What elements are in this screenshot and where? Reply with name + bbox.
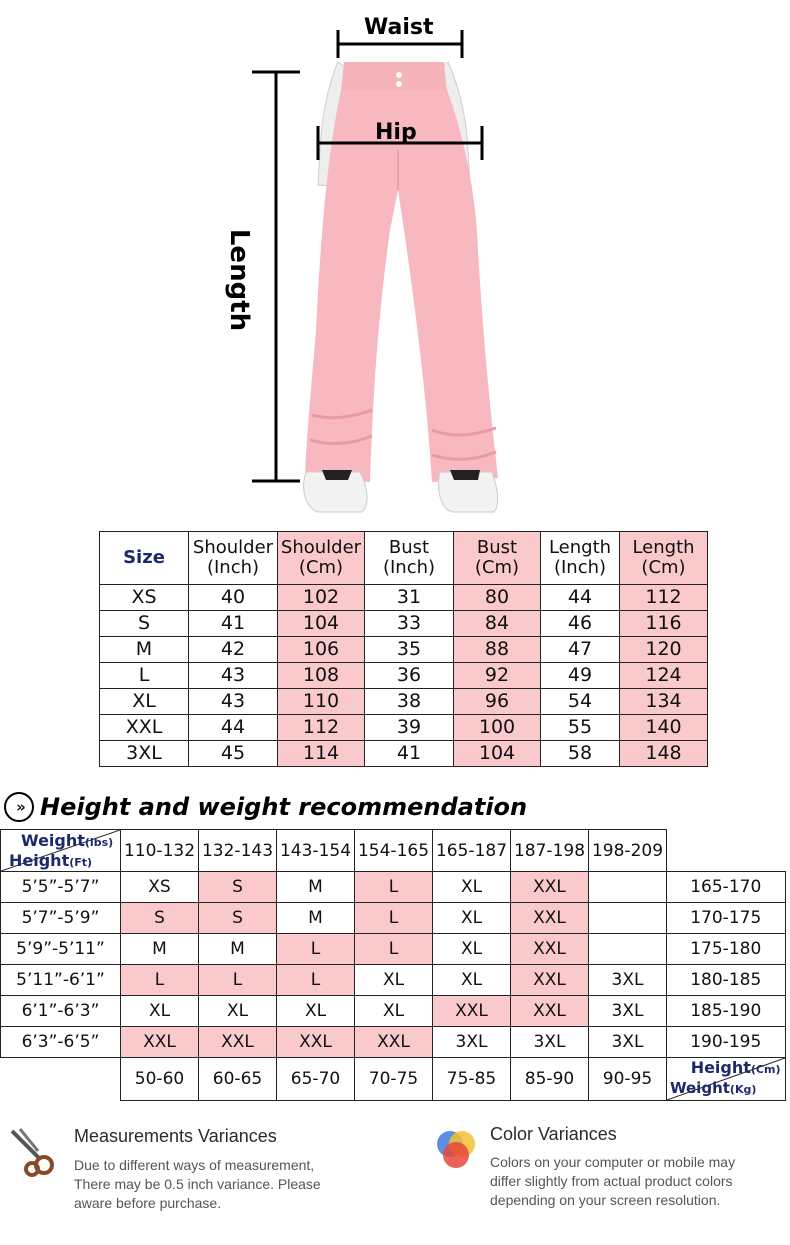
size-recommendation-cell: L [199, 965, 277, 996]
table-cell: 108 [278, 663, 365, 689]
height-ft-cell: 6’1”-6’3” [1, 996, 121, 1027]
table-cell: 43 [189, 663, 278, 689]
size-label-cell: S [100, 611, 189, 637]
size-recommendation-cell: L [121, 965, 199, 996]
double-chevron-icon: » [4, 792, 34, 822]
size-label-cell: XL [100, 689, 189, 715]
lbs-5: 187-198 [511, 830, 589, 872]
size-recommendation-cell: XL [433, 872, 511, 903]
table-cell: 84 [454, 611, 541, 637]
table-cell: 55 [541, 715, 620, 741]
table-cell: 114 [278, 741, 365, 767]
color-wheel-icon [430, 1124, 482, 1176]
table-row [100, 663, 708, 689]
table-row [1, 934, 786, 965]
table-cell: 38 [365, 689, 454, 715]
table-row [1, 1027, 786, 1058]
size-recommendation-cell: 3XL [511, 1027, 589, 1058]
ski-pants-image [0, 0, 790, 520]
size-recommendation-cell: XL [355, 965, 433, 996]
table-cell: 92 [454, 663, 541, 689]
size-recommendation-cell: XL [433, 934, 511, 965]
header-length-cm: Length (Cm) [620, 532, 708, 585]
kg-6: 90-95 [589, 1058, 667, 1101]
color-title: Color Variances [490, 1124, 617, 1144]
size-recommendation-cell: XL [433, 965, 511, 996]
size-recommendation-cell: XL [355, 996, 433, 1027]
corner-weight-label: Weight(lbs) [21, 831, 114, 850]
size-recommendation-cell: XL [121, 996, 199, 1027]
table-cell: 41 [189, 611, 278, 637]
table-cell: 36 [365, 663, 454, 689]
hw-section-title [4, 791, 527, 823]
size-recommendation-cell: M [121, 934, 199, 965]
table-cell: 140 [620, 715, 708, 741]
hw-table [0, 829, 786, 1101]
table-cell: 39 [365, 715, 454, 741]
size-recommendation-cell: M [199, 934, 277, 965]
table-cell: 42 [189, 637, 278, 663]
table-cell: 112 [278, 715, 365, 741]
size-label-cell: XXL [100, 715, 189, 741]
table-cell: 96 [454, 689, 541, 715]
lbs-6: 198-209 [589, 830, 667, 872]
hw-corner-cell [1, 830, 121, 872]
table-cell: 54 [541, 689, 620, 715]
table-row [1, 965, 786, 996]
size-recommendation-cell: XXL [511, 903, 589, 934]
height-ft-cell: 5’9”-5’11” [1, 934, 121, 965]
kg-blank [1, 1058, 121, 1101]
size-recommendation-cell: S [121, 903, 199, 934]
table-row [100, 741, 708, 767]
table-cell: 134 [620, 689, 708, 715]
height-cm-cell: 165-170 [667, 872, 786, 903]
table-cell: 44 [541, 585, 620, 611]
table-cell: 49 [541, 663, 620, 689]
size-recommendation-cell: XL [199, 996, 277, 1027]
size-label-cell: XS [100, 585, 189, 611]
size-recommendation-cell: L [355, 903, 433, 934]
size-recommendation-cell: XXL [511, 872, 589, 903]
size-label-cell: 3XL [100, 741, 189, 767]
corner-height-label: Height(Ft) [9, 851, 93, 870]
size-recommendation-cell: XXL [355, 1027, 433, 1058]
kg-4: 75-85 [433, 1058, 511, 1101]
kg-3: 70-75 [355, 1058, 433, 1101]
table-cell: 47 [541, 637, 620, 663]
height-ft-cell: 5’7”-5’9” [1, 903, 121, 934]
size-title: Size [100, 532, 189, 585]
table-cell: 33 [365, 611, 454, 637]
corner-weight-kg-label: Weight(Kg) [670, 1079, 757, 1097]
table-row [100, 689, 708, 715]
size-label-cell: L [100, 663, 189, 689]
table-cell: 44 [189, 715, 278, 741]
measure-body: Due to different ways of measurement, There may be 0.5 inch variance. Please aware before purchase. [74, 1157, 321, 1211]
size-recommendation-cell: 3XL [589, 1027, 667, 1058]
size-recommendation-cell [589, 872, 667, 903]
table-cell: 35 [365, 637, 454, 663]
table-row [100, 715, 708, 741]
kg-0: 50-60 [121, 1058, 199, 1101]
height-ft-cell: 6’3”-6’5” [1, 1027, 121, 1058]
table-cell: 58 [541, 741, 620, 767]
lbs-2: 143-154 [277, 830, 355, 872]
size-recommendation-cell: S [199, 872, 277, 903]
waist-label: Waist [364, 15, 434, 40]
header-bust-cm: Bust (Cm) [454, 532, 541, 585]
size-table-header [100, 532, 708, 585]
table-cell: 148 [620, 741, 708, 767]
hw-table-body [1, 872, 786, 1058]
table-cell: 120 [620, 637, 708, 663]
table-cell: 41 [365, 741, 454, 767]
size-table [99, 531, 708, 767]
measure-title: Measurements Variances [74, 1126, 277, 1146]
size-recommendation-cell: M [277, 903, 355, 934]
size-recommendation-cell: XXL [511, 934, 589, 965]
size-recommendation-cell: XXL [433, 996, 511, 1027]
table-cell: 124 [620, 663, 708, 689]
product-figure [0, 0, 790, 520]
size-label-cell: M [100, 637, 189, 663]
kg-1: 60-65 [199, 1058, 277, 1101]
table-row [1, 903, 786, 934]
table-cell: 102 [278, 585, 365, 611]
table-cell: 112 [620, 585, 708, 611]
table-cell: 104 [278, 611, 365, 637]
size-recommendation-cell: L [277, 965, 355, 996]
table-cell: 106 [278, 637, 365, 663]
lbs-blank [667, 830, 786, 872]
height-cm-cell: 185-190 [667, 996, 786, 1027]
size-recommendation-cell [589, 934, 667, 965]
hw-weight-lbs-row [1, 830, 786, 872]
height-ft-cell: 5’5”-5’7” [1, 872, 121, 903]
height-cm-cell: 190-195 [667, 1027, 786, 1058]
table-cell: 46 [541, 611, 620, 637]
height-cm-cell: 175-180 [667, 934, 786, 965]
height-cm-cell: 170-175 [667, 903, 786, 934]
size-recommendation-cell: L [355, 872, 433, 903]
size-recommendation-cell: XL [433, 903, 511, 934]
table-row [100, 585, 708, 611]
corner-height-cm-label: Height(Cm) [690, 1058, 781, 1077]
size-recommendation-cell: XL [277, 996, 355, 1027]
table-row [1, 996, 786, 1027]
size-recommendation-cell [589, 903, 667, 934]
table-row [1, 872, 786, 903]
size-recommendation-cell: XXL [277, 1027, 355, 1058]
table-cell: 45 [189, 741, 278, 767]
kg-5: 85-90 [511, 1058, 589, 1101]
table-cell: 116 [620, 611, 708, 637]
table-cell: 88 [454, 637, 541, 663]
table-cell: 110 [278, 689, 365, 715]
table-cell: 80 [454, 585, 541, 611]
size-recommendation-cell: L [277, 934, 355, 965]
kg-2: 65-70 [277, 1058, 355, 1101]
hw-corner-cell-2 [667, 1058, 786, 1101]
header-shoulder-inch: Shoulder (Inch) [189, 532, 278, 585]
size-table-body [100, 585, 708, 767]
lbs-0: 110-132 [121, 830, 199, 872]
size-recommendation-cell: XXL [121, 1027, 199, 1058]
header-shoulder-cm: Shoulder (Cm) [278, 532, 365, 585]
size-recommendation-cell: S [199, 903, 277, 934]
size-recommendation-cell: 3XL [433, 1027, 511, 1058]
lbs-1: 132-143 [199, 830, 277, 872]
hip-label: Hip [375, 120, 417, 145]
table-row [100, 637, 708, 663]
size-recommendation-cell: 3XL [589, 965, 667, 996]
scissors-icon [6, 1125, 58, 1177]
size-recommendation-cell: M [277, 872, 355, 903]
header-bust-inch: Bust (Inch) [365, 532, 454, 585]
table-cell: 40 [189, 585, 278, 611]
lbs-3: 154-165 [355, 830, 433, 872]
size-recommendation-cell: L [355, 934, 433, 965]
hw-weight-kg-row [1, 1058, 786, 1101]
size-recommendation-cell: XS [121, 872, 199, 903]
table-cell: 43 [189, 689, 278, 715]
size-recommendation-cell: XXL [511, 996, 589, 1027]
size-recommendation-cell: XXL [511, 965, 589, 996]
table-row [100, 611, 708, 637]
lbs-4: 165-187 [433, 830, 511, 872]
height-cm-cell: 180-185 [667, 965, 786, 996]
length-label: Length [224, 228, 255, 332]
height-ft-cell: 5’11”-6’1” [1, 965, 121, 996]
size-recommendation-cell: XXL [199, 1027, 277, 1058]
color-body: Colors on your computer or mobile may differ slightly from actual product colors depending on your screen resolution. [490, 1154, 736, 1208]
hw-title-text: Height and weight recommendation [40, 793, 528, 821]
table-cell: 100 [454, 715, 541, 741]
header-length-inch: Length (Inch) [541, 532, 620, 585]
table-cell: 104 [454, 741, 541, 767]
table-cell: 31 [365, 585, 454, 611]
size-recommendation-cell: 3XL [589, 996, 667, 1027]
